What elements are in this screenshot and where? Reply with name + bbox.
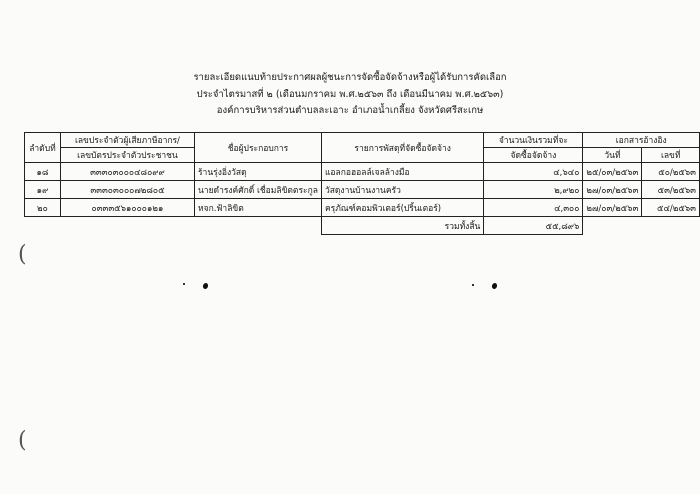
header-taxid-line-2: เลขบัตรประจำตัวประชาชน — [60, 148, 194, 163]
row-amount: ๔,๖๔๐ — [484, 163, 583, 181]
row-item: วัสดุงานบ้านงานครัว — [321, 181, 483, 199]
header-item: รายการพัสดุที่จัดซื้อจัดจ้าง — [321, 133, 483, 163]
row-taxid: ๓๓๓๐๓๐๐๐๔๘๐๙๙ — [60, 163, 194, 181]
row-item: ครุภัณฑ์คอมพิวเตอร์(ปริ้นเตอร์) — [321, 199, 483, 217]
row-date: ๒๕/๐๓/๒๕๖๓ — [583, 163, 642, 181]
row-date: ๒๗/๐๓/๒๕๖๓ — [583, 199, 642, 217]
header-vendor: ชื่อผู้ประกอบการ — [194, 133, 321, 163]
table-row — [25, 181, 700, 199]
row-vendor: หจก.ฟ้าลิขิต — [194, 199, 321, 217]
scan-mark: ( — [18, 428, 27, 453]
row-amount: ๔,๓๐๐ — [484, 199, 583, 217]
header-docno: เลขที่ — [642, 148, 700, 163]
total-label: รวมทั้งสิ้น — [321, 217, 483, 235]
procurement-table — [24, 132, 700, 235]
table-row — [25, 163, 700, 181]
row-no: ๒๐ — [25, 199, 61, 217]
document-title-line-2: ประจำไตรมาสที่ ๒ (เดือนมกราคม พ.ศ.๒๕๖๓ ถึง เดือนมีนาคม พ.ศ.๒๕๖๓) — [196, 89, 504, 100]
scan-speck — [202, 282, 209, 289]
header-amount-line-1: จำนวนเงินรวมที่จะ — [484, 133, 583, 148]
header-no: ลำดับที่ — [25, 133, 61, 163]
scan-speck — [183, 283, 185, 285]
row-docno: ๕๔/๒๕๖๓ — [642, 199, 700, 217]
row-item: แอลกอฮอลล์เจลล้างมือ — [321, 163, 483, 181]
document-title-line-1: รายละเอียดแนบท้ายประกาศผลผู้ชนะการจัดซื้อจัดจ้างหรือผู้ได้รับการคัดเลือก — [193, 72, 507, 83]
table-row — [25, 199, 700, 217]
row-docno: ๕๓/๒๕๖๓ — [642, 181, 700, 199]
row-amount: ๒,๙๒๐ — [484, 181, 583, 199]
row-taxid: ๓๓๓๐๓๐๐๐๗๒๘๐๕ — [60, 181, 194, 199]
row-no: ๑๘ — [25, 163, 61, 181]
row-docno: ๕๐/๒๕๖๓ — [642, 163, 700, 181]
table-header-row-1 — [25, 133, 700, 148]
total-value: ๕๕,๘๙๖ — [484, 217, 583, 235]
header-taxid-line-1: เลขประจำตัวผู้เสียภาษีอากร/ — [60, 133, 194, 148]
document-title-line-3: องค์การบริหารส่วนตำบลละเอาะ อำเภอน้ำเกลี้ยง จังหวัดศรีสะเกษ — [216, 105, 484, 116]
header-amount-line-2: จัดซื้อจัดจ้าง — [484, 148, 583, 163]
scan-speck — [472, 284, 474, 286]
row-taxid: ๐๓๓๓๕๖๑๐๐๐๑๒๑ — [60, 199, 194, 217]
row-date: ๒๗/๐๓/๒๕๖๓ — [583, 181, 642, 199]
row-vendor: นายดำรงค์ศักดิ์ เชื่อมลิขิตตระกูล — [194, 181, 321, 199]
scan-mark: ( — [18, 242, 27, 267]
row-vendor: ร้านรุ่งอิ่งวัสดุ — [194, 163, 321, 181]
scan-speck — [491, 282, 498, 289]
total-row — [25, 217, 700, 235]
header-doc: เอกสารอ้างอิง — [583, 133, 700, 148]
row-no: ๑๙ — [25, 181, 61, 199]
header-date: วันที่ — [583, 148, 642, 163]
